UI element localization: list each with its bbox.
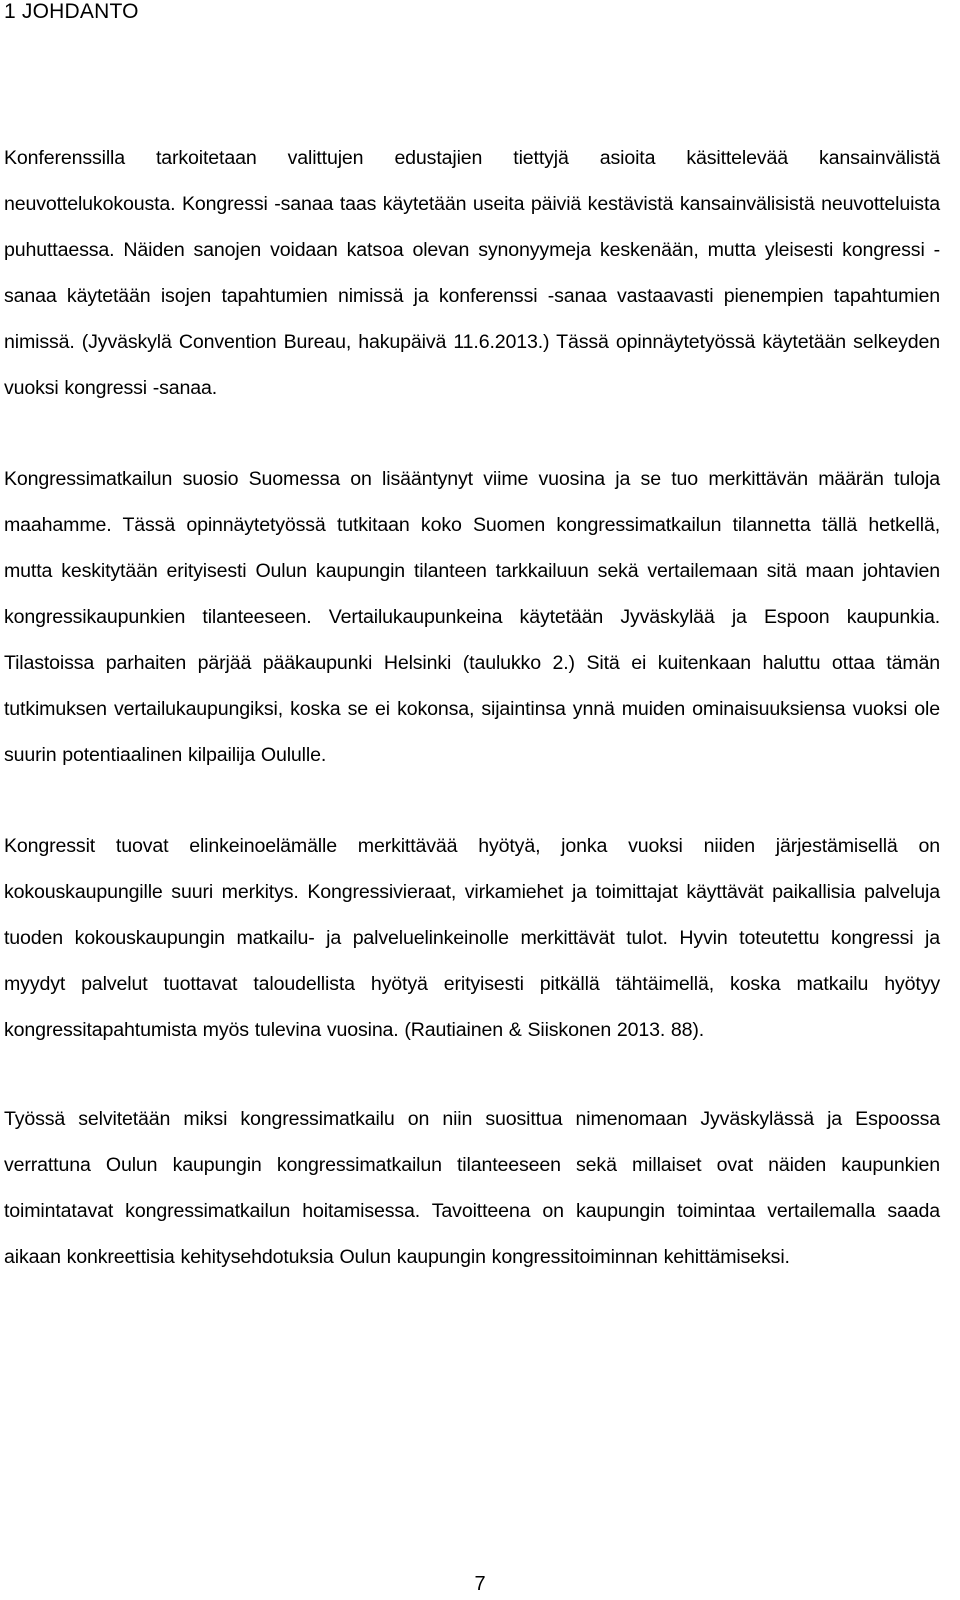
- paragraph-1: Konferenssilla tarkoitetaan valittujen edustajien tiettyjä asioita käsittelevää kansainvälistä neuvottelukokousta. Kongressi -sanaa taas käytetään useita päiviä kestävistä kansainvälisistä neuvotteluista puhuttaessa. Näiden sanojen voidaan katsoa olevan synonyymeja keskenään, mutta yleisesti kongressi -sanaa käytetään isojen tapahtumien nimissä ja konferenssi -sanaa vastaavasti pienempien tapahtumien nimissä. (Jyväskylä Convention Bureau, hakupäivä 11.6.2013.) Tässä opinnäytetyössä käytetään selkeyden vuoksi kongressi -sanaa.: [4, 147, 940, 399]
- paragraph-3: Kongressit tuovat elinkeinoelämälle merkittävää hyötyä, jonka vuoksi niiden järjestämisellä on kokouskaupungille suuri merkitys. Kongressivieraat, virkamiehet ja toimittajat käyttävät paikallisia palveluja tuoden kokouskaupungin matkailu- ja palveluelinkeinolle merkittävät tulot. Hyvin toteutettu kongressi ja myydyt palvelut tuottavat taloudellista hyötyä erityisesti pitkällä tähtäimellä, koska matkailu hyötyy kongressitapahtumista myös tulevina vuosina. (Rautiainen & Siiskonen 2013. 88).: [4, 835, 940, 1041]
- chapter-heading: 1 JOHDANTO: [4, 0, 139, 23]
- page-number: 7: [474, 1573, 486, 1595]
- paragraph-2: Kongressimatkailun suosio Suomessa on lisääntynyt viime vuosina ja se tuo merkittävän määrän tuloja maahamme. Tässä opinnäytetyössä tutkitaan koko Suomen kongressimatkailun tilannetta tällä hetkellä, mutta keskitytään erityisesti Oulun kaupungin tilanteen tarkkailuun sekä vertailemaan sitä maan johtavien kongressikaupunkien tilanteeseen. Vertailukaupunkeina käytetään Jyväskylää ja Espoon kaupunkia. Tilastoissa parhaiten pärjää pääkaupunki Helsinki (taulukko 2.) Sitä ei kuitenkaan haluttu ottaa tämän tutkimuksen vertailukaupungiksi, koska se ei kokonsa, sijaintinsa ynnä muiden ominaisuuksiensa vuoksi ole suurin potentiaalinen kilpailija Oululle.: [4, 468, 940, 766]
- paragraph-4: Työssä selvitetään miksi kongressimatkailu on niin suosittua nimenomaan Jyväskylässä ja Espoossa verrattuna Oulun kaupungin kongressimatkailun tilanteeseen sekä millaiset ovat näiden kaupunkien toimintatavat kongressimatkailun hoitamisessa. Tavoitteena on kaupungin toimintaa vertailemalla saada aikaan konkreettisia kehitysehdotuksia Oulun kaupungin kongressitoiminnan kehittämiseksi.: [4, 1108, 940, 1268]
